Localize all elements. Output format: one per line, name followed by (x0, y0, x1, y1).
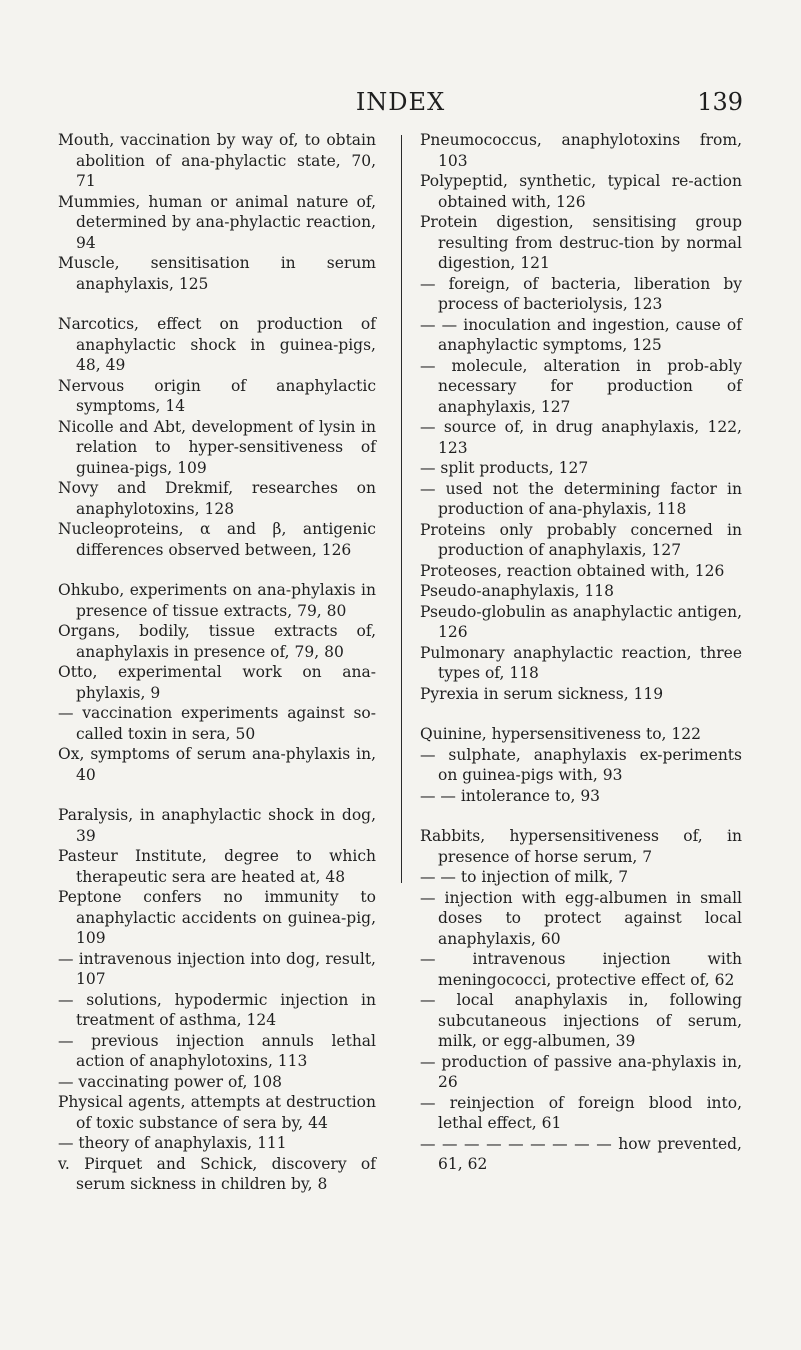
index-entry: Proteins only probably concerned in production of anaphylaxis, 127 (420, 520, 742, 559)
index-entry: — solutions, hypodermic injection in treatment of asthma, 124 (58, 990, 376, 1029)
index-entry: — vaccinating power of, 108 (58, 1072, 282, 1091)
page-header (0, 88, 801, 118)
index-entry: Novy and Drekmif, researches on anaphylotoxins, 128 (58, 479, 376, 518)
index-entry: — local anaphylaxis in, following subcutaneous injections of serum, milk, or egg-albumen, 39 (420, 991, 742, 1050)
index-entry: Mummies, human or animal nature of, determined by ana-phylactic reaction, 94 (58, 192, 376, 252)
index-entry: Quinine, hypersensitiveness to, 122 (420, 725, 701, 743)
index-entry: — production of passive ana-phylaxis in, 26 (420, 1052, 742, 1091)
index-entry: — vaccination experiments against so-called toxin in sera, 50 (58, 704, 376, 743)
index-entry: Pseudo-globulin as anaphylactic antigen, 126 (420, 602, 742, 641)
index-entry: Mouth, vaccination by way of, to obtain abolition of ana-phylactic state, 70, 71 (58, 131, 376, 190)
index-entry: Pulmonary anaphylactic reaction, three types of, 118 (420, 643, 742, 682)
index-entry: Pseudo-anaphylaxis, 118 (420, 582, 615, 600)
index-entry: — previous injection annuls lethal action of anaphylotoxins, 113 (58, 1031, 376, 1070)
entry-group-gap (420, 806, 742, 826)
index-entry: Ohkubo, experiments on ana-phylaxis in presence of tissue extracts, 79, 80 (58, 581, 376, 620)
index-entry: Nervous origin of anaphylactic symptoms, 14 (58, 376, 376, 415)
index-entry: Nucleoproteins, α and β, antigenic differences observed between, 126 (58, 520, 376, 559)
index-entry: — molecule, alteration in prob-ably necessary for production of anaphylaxis, 127 (420, 356, 742, 416)
entry-group-gap (58, 560, 376, 580)
page-number: 139 (697, 88, 743, 116)
index-entry: — reinjection of foreign blood into, lethal effect, 61 (420, 1093, 742, 1132)
index-entry: Paralysis, in anaphylactic shock in dog, 39 (58, 806, 376, 845)
index-entry: — — — — — — — — — how prevented, 61, 62 (420, 1134, 742, 1173)
page-title: INDEX (355, 88, 446, 116)
index-column-left (58, 130, 376, 1195)
index-entry: Pneumococcus, anaphylotoxins from, 103 (420, 131, 742, 170)
index-entry: — intravenous injection with meningococci, protective effect of, 62 (420, 950, 742, 989)
index-column-right (420, 130, 742, 1175)
entry-group-gap (420, 704, 742, 724)
index-entry: Peptone confers no immunity to anaphylactic accidents on guinea-pig, 109 (58, 888, 376, 947)
index-entry: Muscle, sensitisation in serum anaphylaxis, 125 (58, 254, 376, 293)
index-entry: Polypeptid, synthetic, typical re-action obtained with, 126 (420, 172, 742, 211)
index-entry: — — to injection of milk, 7 (420, 868, 629, 886)
index-entry: — used not the determining factor in production of ana-phylaxis, 118 (420, 479, 742, 518)
index-entry: Protein digestion, sensitising group resulting from destruc-tion by normal digestion, 121 (420, 213, 742, 272)
index-entry: — sulphate, anaphylaxis ex-periments on guinea-pigs with, 93 (420, 745, 742, 784)
column-divider (401, 135, 402, 883)
index-entry: — theory of anaphylaxis, 111 (58, 1134, 287, 1152)
index-entry: Otto, experimental work on ana-phylaxis, 9 (58, 663, 376, 702)
index-entry: Pyrexia in serum sickness, 119 (420, 684, 664, 703)
entry-group-gap (58, 785, 376, 805)
index-entry: — intravenous injection into dog, result, 107 (58, 949, 376, 988)
index-entry: Ox, symptoms of serum ana-phylaxis in, 40 (58, 745, 376, 784)
index-entry: Proteoses, reaction obtained with, 126 (420, 561, 725, 580)
index-entry: Rabbits, hypersensitiveness of, in presence of horse serum, 7 (420, 827, 742, 866)
index-entry: Nicolle and Abt, development of lysin in relation to hyper-sensitiveness of guinea-pigs, 109 (58, 417, 376, 477)
index-entry: — injection with egg-albumen in small doses to protect against local anaphylaxis, 60 (420, 888, 742, 948)
index-entry: — source of, in drug anaphylaxis, 122, 123 (420, 418, 742, 457)
index-entry: Pasteur Institute, degree to which therapeutic sera are heated at, 48 (58, 847, 376, 886)
index-entry: — split products, 127 (420, 459, 589, 477)
index-entry: — — intolerance to, 93 (420, 786, 601, 805)
entry-group-gap (58, 294, 376, 314)
index-entry: Narcotics, effect on production of anaphylactic shock in guinea-pigs, 48, 49 (58, 315, 376, 374)
index-entry: Organs, bodily, tissue extracts of, anaphylaxis in presence of, 79, 80 (58, 622, 376, 661)
index-entry: v. Pirquet and Schick, discovery of serum sickness in children by, 8 (58, 1154, 376, 1193)
index-entry: Physical agents, attempts at destruction of toxic substance of sera by, 44 (58, 1093, 376, 1132)
index-entry: — foreign, of bacteria, liberation by process of bacteriolysis, 123 (420, 274, 742, 313)
index-entry: — — inoculation and ingestion, cause of anaphylactic symptoms, 125 (420, 315, 742, 354)
